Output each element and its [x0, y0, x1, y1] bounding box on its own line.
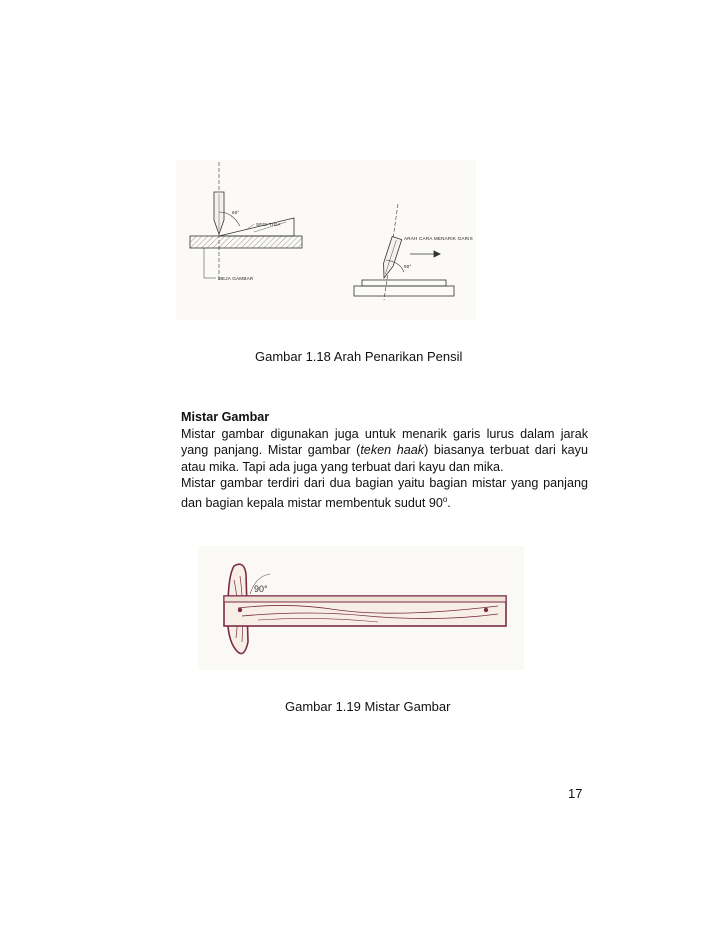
paragraph-1-italic: teken haak	[360, 443, 425, 457]
paragraph-2	[181, 475, 588, 511]
t-square-angle-label: 90°	[254, 584, 268, 594]
figure-t-square	[198, 546, 524, 670]
pencil-vertical-group	[214, 162, 240, 280]
figure-1-18-caption: Gambar 1.18 Arah Penarikan Pensil	[255, 349, 463, 364]
paragraph-2-text: Mistar gambar terdiri dari dua bagian yaitu bagian mistar yang panjang dan bagian kepala mistar membentuk sudut 90	[181, 476, 588, 510]
t-square-drawing	[198, 546, 524, 670]
angle-60-label: 60°	[232, 210, 240, 215]
angle-90-label: 90°	[404, 264, 412, 269]
paragraph-1	[181, 426, 588, 476]
segi-tiga-label: SEGI TIGA	[256, 222, 281, 227]
meja-gambar-table	[190, 236, 302, 278]
pencil-direction-drawing	[176, 160, 476, 320]
figure-1-19-caption: Gambar 1.19 Mistar Gambar	[285, 699, 451, 714]
t-square-blade	[224, 596, 506, 626]
section-heading: Mistar Gambar	[181, 410, 270, 424]
arah-label: ARAH CARA MENARIK GARIS	[404, 236, 473, 241]
degree-superscript: o	[442, 494, 448, 504]
page-number: 17	[568, 786, 583, 801]
figure-pencil-direction	[176, 160, 476, 320]
right-table	[354, 280, 454, 296]
segi-tiga-triangle	[219, 218, 294, 236]
mistar-gambar-section	[181, 409, 588, 511]
meja-gambar-label: MEJA GAMBAR	[218, 276, 254, 281]
paragraph-1-start: Mistar gambar digunakan juga untuk menarik garis lurus dalam jarak yang panjang. Mistar gambar (	[181, 426, 588, 457]
paragraph-2-end: .	[447, 495, 451, 510]
paragraph-1-end: ) biasanya terbuat dari kayu atau mika. Tapi ada juga yang terbuat dari kayu dan mika.	[181, 443, 588, 474]
